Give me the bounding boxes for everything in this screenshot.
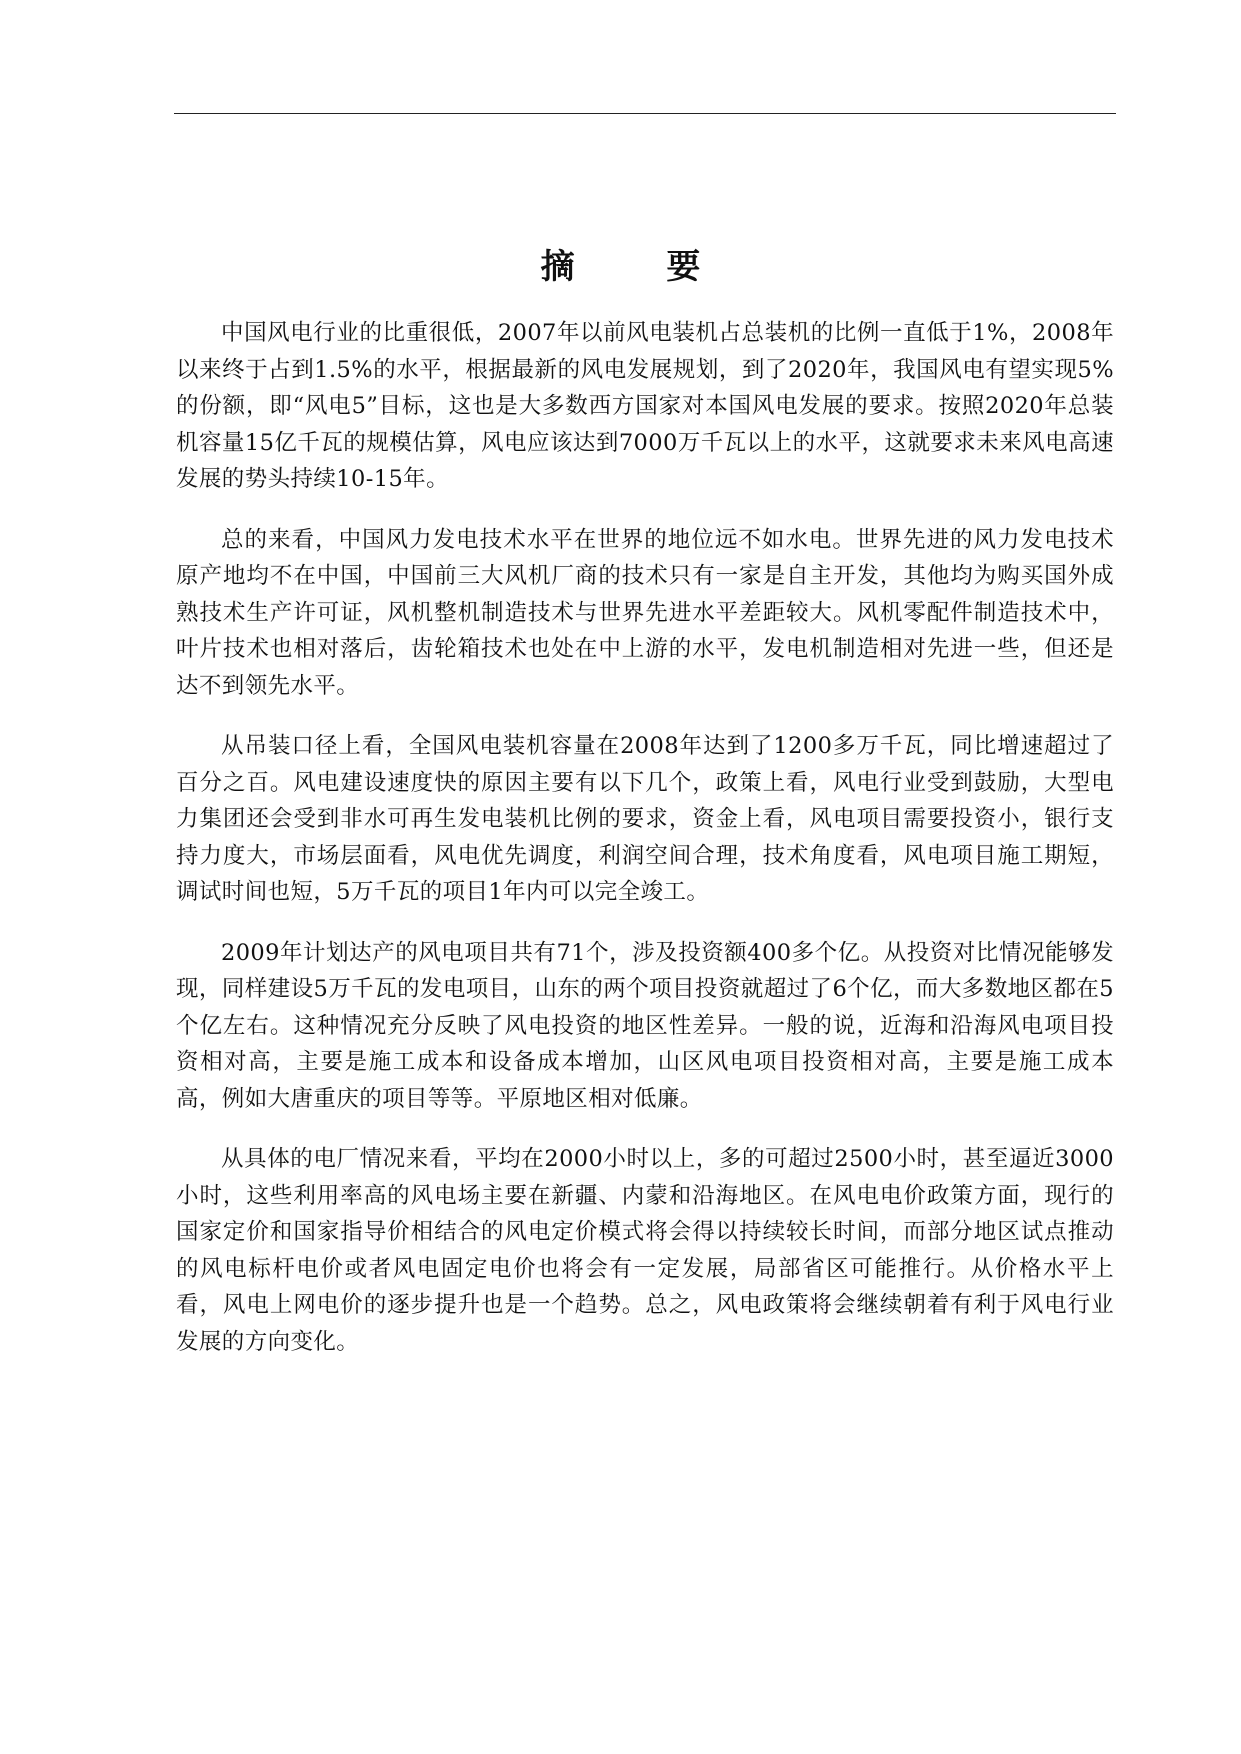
abstract-body [176,315,1114,1384]
paragraph-2: 总的来看，中国风力发电技术水平在世界的地位远不如水电。世界先进的风力发电技术原产地均不在中国，中国前三大风机厂商的技术只有一家是自主开发，其他均为购买国外成熟技术生产许可证，风机整机制造技术与世界先进水平差距较大。风机零配件制造技术中，叶片技术也相对落后，齿轮箱技术也处在中上游的水平，发电机制造相对先进一些，但还是达不到领先水平。 [176,526,1114,699]
paragraph-4: 2009年计划达产的风电项目共有71个，涉及投资额400多个亿。从投资对比情况能够发现，同样建设5万千瓦的发电项目，山东的两个项目投资就超过了6个亿，而大多数地区都在5个亿左右。这种情况充分反映了风电投资的地区性差异。一般的说，近海和沿海风电项目投资相对高，主要是施工成本和设备成本增加，山区风电项目投资相对高，主要是施工成本高，例如大唐重庆的项目等等。平原地区相对低廉。 [176,939,1114,1112]
header-rule [174,113,1116,114]
paragraph-3: 从吊装口径上看，全国风电装机容量在2008年达到了1200多万千瓦，同比增速超过了百分之百。风电建设速度快的原因主要有以下几个，政策上看，风电行业受到鼓励，大型电力集团还会受到非水可再生发电装机比例的要求，资金上看，风电项目需要投资小，银行支持力度大，市场层面看，风电优先调度，利润空间合理，技术角度看，风电项目施工期短，调试时间也短，5万千瓦的项目1年内可以完全竣工。 [176,733,1114,905]
page-title: 摘 要 [540,246,741,287]
paragraph-5: 从具体的电厂情况来看，平均在2000小时以上，多的可超过2500小时，甚至逼近3000小时，这些利用率高的风电场主要在新疆、内蒙和沿海地区。在风电电价政策方面，现行的国家定价和国家指导价相结合的风电定价模式将会得以持续较长时间，而部分地区试点推动的风电标杆电价或者风电固定电价也将会有一定发展，局部省区可能推行。从价格水平上看，风电上网电价的逐步提升也是一个趋势。总之，风电政策将会继续朝着有利于风电行业发展的方向变化。 [176,1146,1114,1355]
paragraph-1: 中国风电行业的比重很低，2007年以前风电装机占总装机的比例一直低于1%，2008年以来终于占到1.5%的水平，根据最新的风电发展规划，到了2020年，我国风电有望实现5%的份额，即“风电5”目标，这也是大多数西方国家对本国风电发展的要求。按照2020年总装机容量15亿千瓦的规模估算，风电应该达到7000万千瓦以上的水平，这就要求未来风电高速发展的势头持续10-15年。 [176,320,1114,492]
